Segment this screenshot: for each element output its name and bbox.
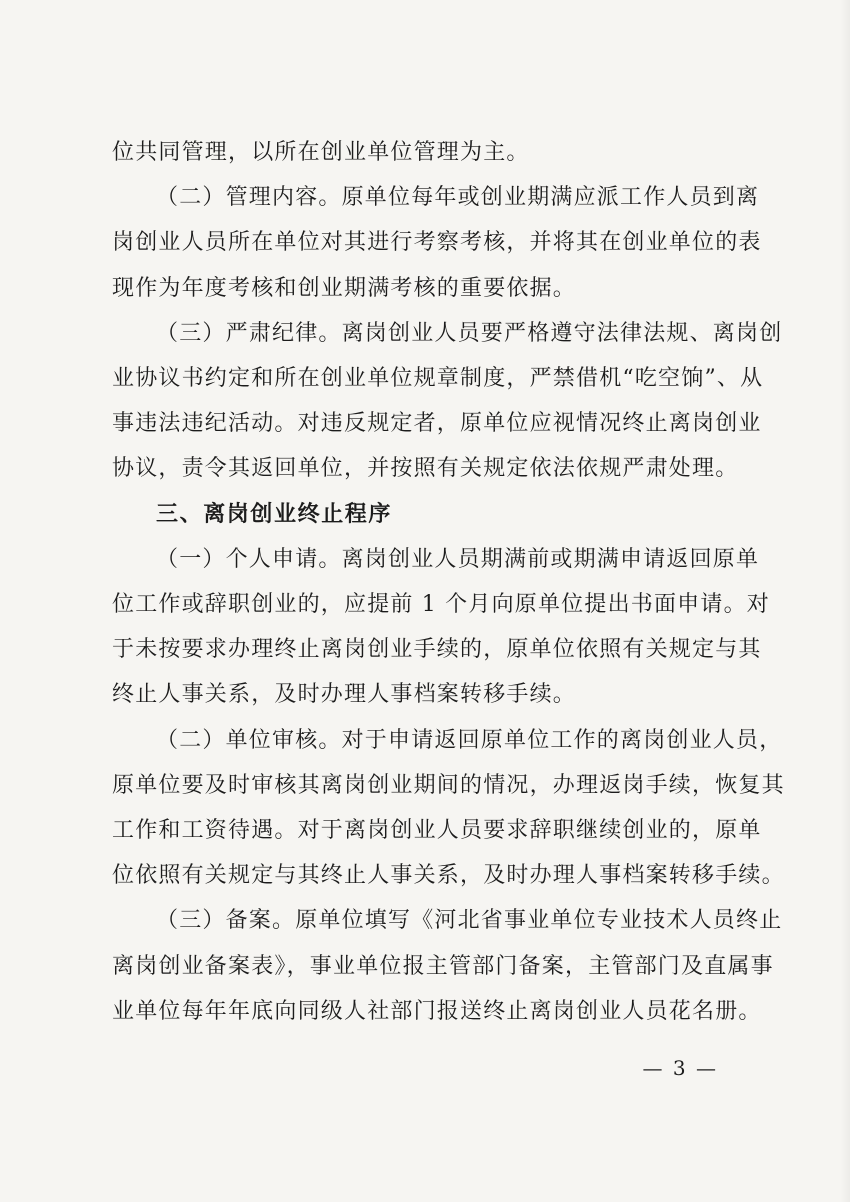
body-line: 原单位要及时审核其离岗创业期间的情况，办理返岗手续，恢复其 xyxy=(112,772,785,798)
paragraph-personal-application: （一）个人申请。离岗创业人员期满前或期满申请返回原单 xyxy=(156,546,760,572)
body-line: 事违法违纪活动。对违反规定者，原单位应视情况终止离岗创业 xyxy=(112,411,762,437)
body-line: 业单位每年年底向同级人社部门报送终止离岗创业人员花名册。 xyxy=(112,998,762,1024)
body-line: 于未按要求办理终止离岗创业手续的，原单位依照有关规定与其 xyxy=(112,637,762,663)
document-body xyxy=(112,130,785,1034)
body-line: 业协议书约定和所在创业单位规章制度，严禁借机“吃空饷”、从 xyxy=(112,366,764,392)
body-line: 位工作或辞职创业的，应提前 1 个月向原单位提出书面申请。对 xyxy=(112,592,770,618)
body-line: 岗创业人员所在单位对其进行考察考核，并将其在创业单位的表 xyxy=(112,230,762,256)
body-line: 位共同管理，以所在创业单位管理为主。 xyxy=(112,140,530,165)
body-line: 现作为年度考核和创业期满考核的重要依据。 xyxy=(112,275,577,301)
body-line: 离岗创业备案表》，事业单位报主管部门备案，主管部门及直属事 xyxy=(112,953,774,979)
paragraph-filing: （三）备案。原单位填写《河北省事业单位专业技术人员终止 xyxy=(156,908,783,934)
paragraph-discipline: （三）严肃纪律。离岗创业人员要严格遵守法律法规、离岗创 xyxy=(156,320,783,346)
scan-edge-shadow xyxy=(840,0,850,1202)
body-line: 位依照有关规定与其终止人事关系，及时办理人事档案转移手续。 xyxy=(112,863,785,889)
page-number: — 3 — xyxy=(642,1056,718,1080)
body-line: 协议，责令其返回单位，并按照有关规定依法依规严肃处理。 xyxy=(112,456,739,482)
body-line: 工作和工资待遇。对于离岗创业人员要求辞职继续创业的，原单 xyxy=(112,818,762,844)
paragraph-management-content: （二）管理内容。原单位每年或创业期满应派工作人员到离 xyxy=(156,185,760,211)
section-heading: 三、离岗创业终止程序 xyxy=(156,501,393,527)
body-line: 终止人事关系，及时办理人事档案转移手续。 xyxy=(112,682,577,708)
paragraph-unit-review: （二）单位审核。对于申请返回原单位工作的离岗创业人员， xyxy=(156,727,783,753)
